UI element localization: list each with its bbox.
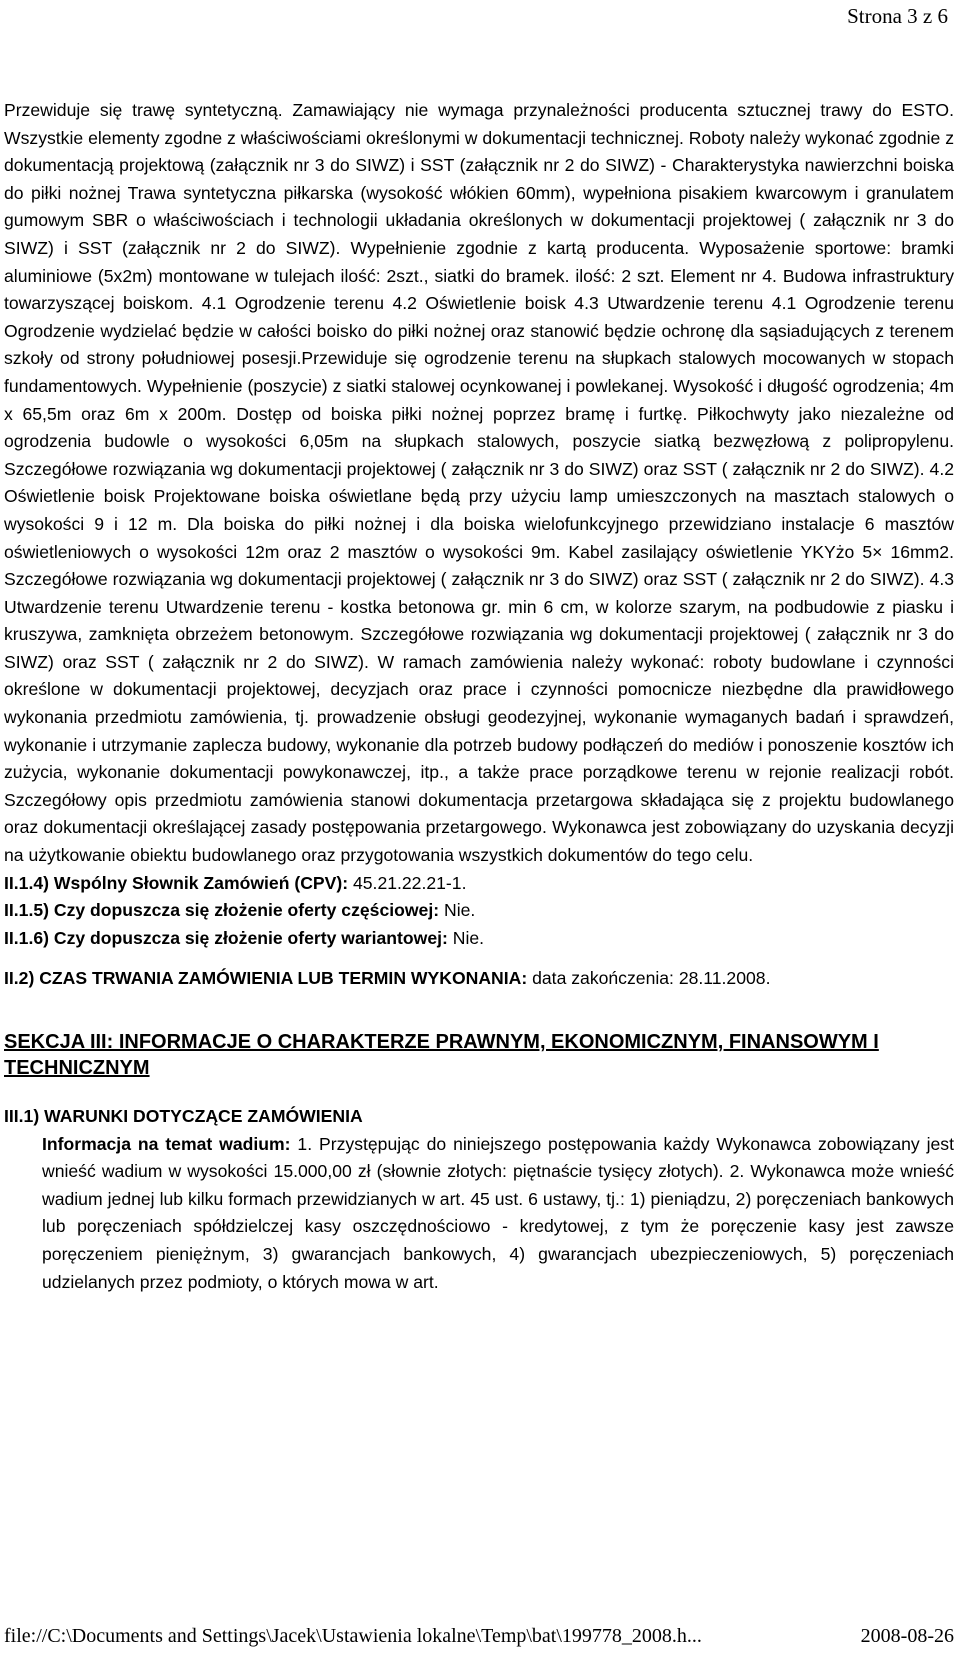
wadium-paragraph — [4, 1131, 954, 1297]
duration-label: II.2) CZAS TRWANIA ZAMÓWIENIA LUB TERMIN WYKONANIA: — [4, 968, 528, 989]
duration-line — [4, 965, 954, 993]
page-indicator: Strona 3 z 6 — [847, 4, 948, 28]
partial-offers-label: II.1.5) Czy dopuszcza się złożenie oferty częściowej: — [4, 900, 440, 921]
cpv-label: II.1.4) Wspólny Słownik Zamówień (CPV): — [4, 872, 349, 893]
variant-offers-line — [4, 925, 954, 953]
description-paragraph: Przewiduje się trawę syntetyczną. Zamawiający nie wymaga przynależności producenta sztucznej trawy do ESTO. Wszystkie elementy zgodne z właściwościami określonymi w dokumentacji technicznej. Roboty należy wykonać zgodnie z dokumentacją projektową (załącznik nr 3 do SIWZ) i SST (załącznik nr 2 do SIWZ) - Charakterystyka nawierzchni boiska do piłki nożnej Trawa syntetyczna piłkarska (wysokość włókien 60mm), wypełniona pisakiem kwarcowym i granulatem gumowym SBR o właściwościach i technologii układania określonych w dokumentacji projektowej ( załącznik nr 3 do SIWZ) i SST (załącznik nr 2 do SIWZ). Wypełnienie zgodnie z kartą producenta. Wyposażenie sportowe: bramki aluminiowe (5x2m) montowane w tulejach ilość: 2szt., siatki do bramek. ilość: 2 szt. Element nr 4. Budowa infrastruktury towarzyszącej boiskom. 4.1 Ogrodzenie terenu 4.2 Oświetlenie boisk 4.3 Utwardzenie terenu 4.1 Ogrodzenie terenu Ogrodzenie wydzielać będzie w całości boisko do piłki nożnej oraz stanowić będzie ochronę dla sąsiadujących z terenem szkoły od strony południowej posesji.Przewiduje się ogrodzenie terenu na słupkach stalowych mocowanych w stopach fundamentowych. Wypełnienie (poszycie) z siatki stalowej ocynkowanej i powlekanej. Wysokość i długość ogrodzenia; 4m x 65,5m oraz 6m x 200m. Dostęp od boiska piłki nożnej poprzez bramę i furtkę. Piłkochwyty jako niezależne od ogrodzenia budowle o wysokości 6,05m na słupkach stalowych, poszycie siatką bezwęzłową z polipropylenu. Szczegółowe rozwiązania wg dokumentacji projektowej ( załącznik nr 3 do SIWZ) oraz SST ( załącznik nr 2 do SIWZ). 4.2 Oświetlenie boisk Projektowane boiska oświetlane będą przy użyciu lamp umieszczonych na masztach stalowych o wysokości 9 i 12 m. Dla boiska do piłki nożnej i dla boiska wielofunkcyjnego przewidziano instalacje 6 masztów oświetleniowych o wysokości 12m oraz 2 masztów o wysokości 9m. Kabel zasilający oświetlenie YKYżo 5× 16mm2. Szczegółowe rozwiązania wg dokumentacji projektowej ( załącznik nr 3 do SIWZ) oraz SST ( załącznik nr 2 do SIWZ). 4.3 Utwardzenie terenu Utwardzenie terenu - kostka betonowa gr. min 6 cm, w kolorze szarym, na podbudowie z piasku i kruszywa, zamknięta obrzeżem betonowym. Szczegółowe rozwiązania wg dokumentacji projektowej ( załącznik nr 3 do SIWZ) oraz SST ( załącznik nr 2 do SIWZ). W ramach zamówienia należy wykonać: roboty budowlane i czynności określone w dokumentacji projektowej, decyzjach oraz prace i czynności pomocnicze niezbędne dla prawidłowego wykonania przedmiotu zamówienia, tj. prowadzenie obsługi geodezyjnej, wykonanie wymaganych badań i sprawdzeń, wykonanie i utrzymanie zaplecza budowy, wykonanie dla potrzeb budowy podłączeń do mediów i ponoszenie kosztów ich zużycia, wykonanie dokumentacji powykonawczej, itp., a także prace porządkowe terenu w rejonie realizacji robót. Szczegółowy opis przedmiotu zamówienia stanowi dokumentacja przetargowa składająca się z projektu budowlanego oraz dokumentacji określającej zasady postępowania przetargowego. Wykonawca jest zobowiązany do uzyskania decyzji na użytkowanie obiektu budowlanego oraz przygotowania wszystkich dokumentów do tego celu. — [4, 100, 954, 866]
duration-value: data zakończenia: 28.11.2008. — [527, 968, 771, 989]
variant-offers-value: Nie. — [447, 927, 485, 948]
partial-offers-value: Nie. — [439, 900, 476, 921]
spacer — [4, 952, 954, 965]
cpv-value: 45.21.22.21-1. — [348, 872, 467, 893]
wadium-text: 1. Przystępując do niniejszego postępowania każdy Wykonawca zobowiązany jest wnieść wadium w wysokości 15.000,00 zł (słownie złotych: piętnaście tysięcy złotych). 2. Wykonawca może wnieść wadium jednej lub kilku formach przewidzianych w art. 45 ust. 6 ustawy, tj.: 1) pieniądzu, 2) poręczeniach bankowych lub poręczeniach spółdzielczej kasy oszczędnościowo - kredytowej, z tym że poręczenie kasy jest zawsze poręczeniem pieniężnym, 3) gwarancjach bankowych, 4) gwarancjach ubezpieczeniowych, 5) poręczeniach udzielanych przez podmioty, o których mowa w art. — [42, 1133, 954, 1292]
partial-offers-line — [4, 897, 954, 925]
section-title: SEKCJA III: INFORMACJE O CHARAKTERZE PRAWNYM, EKONOMICZNYM, FINANSOWYM I TECHNICZNYM — [4, 1031, 879, 1079]
wadium-label: Informacja na temat wadium: — [42, 1133, 291, 1154]
conditions-heading: III.1) WARUNKI DOTYCZĄCE ZAMÓWIENIA — [4, 1106, 363, 1126]
page-footer — [4, 1624, 954, 1648]
footer-file-path: file://C:\Documents and Settings\Jacek\Ustawienia lokalne\Temp\bat\199778_2008.h... — [4, 1625, 702, 1647]
footer-date: 2008-08-26 — [860, 1625, 954, 1647]
document-content — [4, 97, 954, 1296]
cpv-line — [4, 870, 954, 898]
variant-offers-label: II.1.6) Czy dopuszcza się złożenie oferty wariantowej: — [4, 927, 448, 948]
